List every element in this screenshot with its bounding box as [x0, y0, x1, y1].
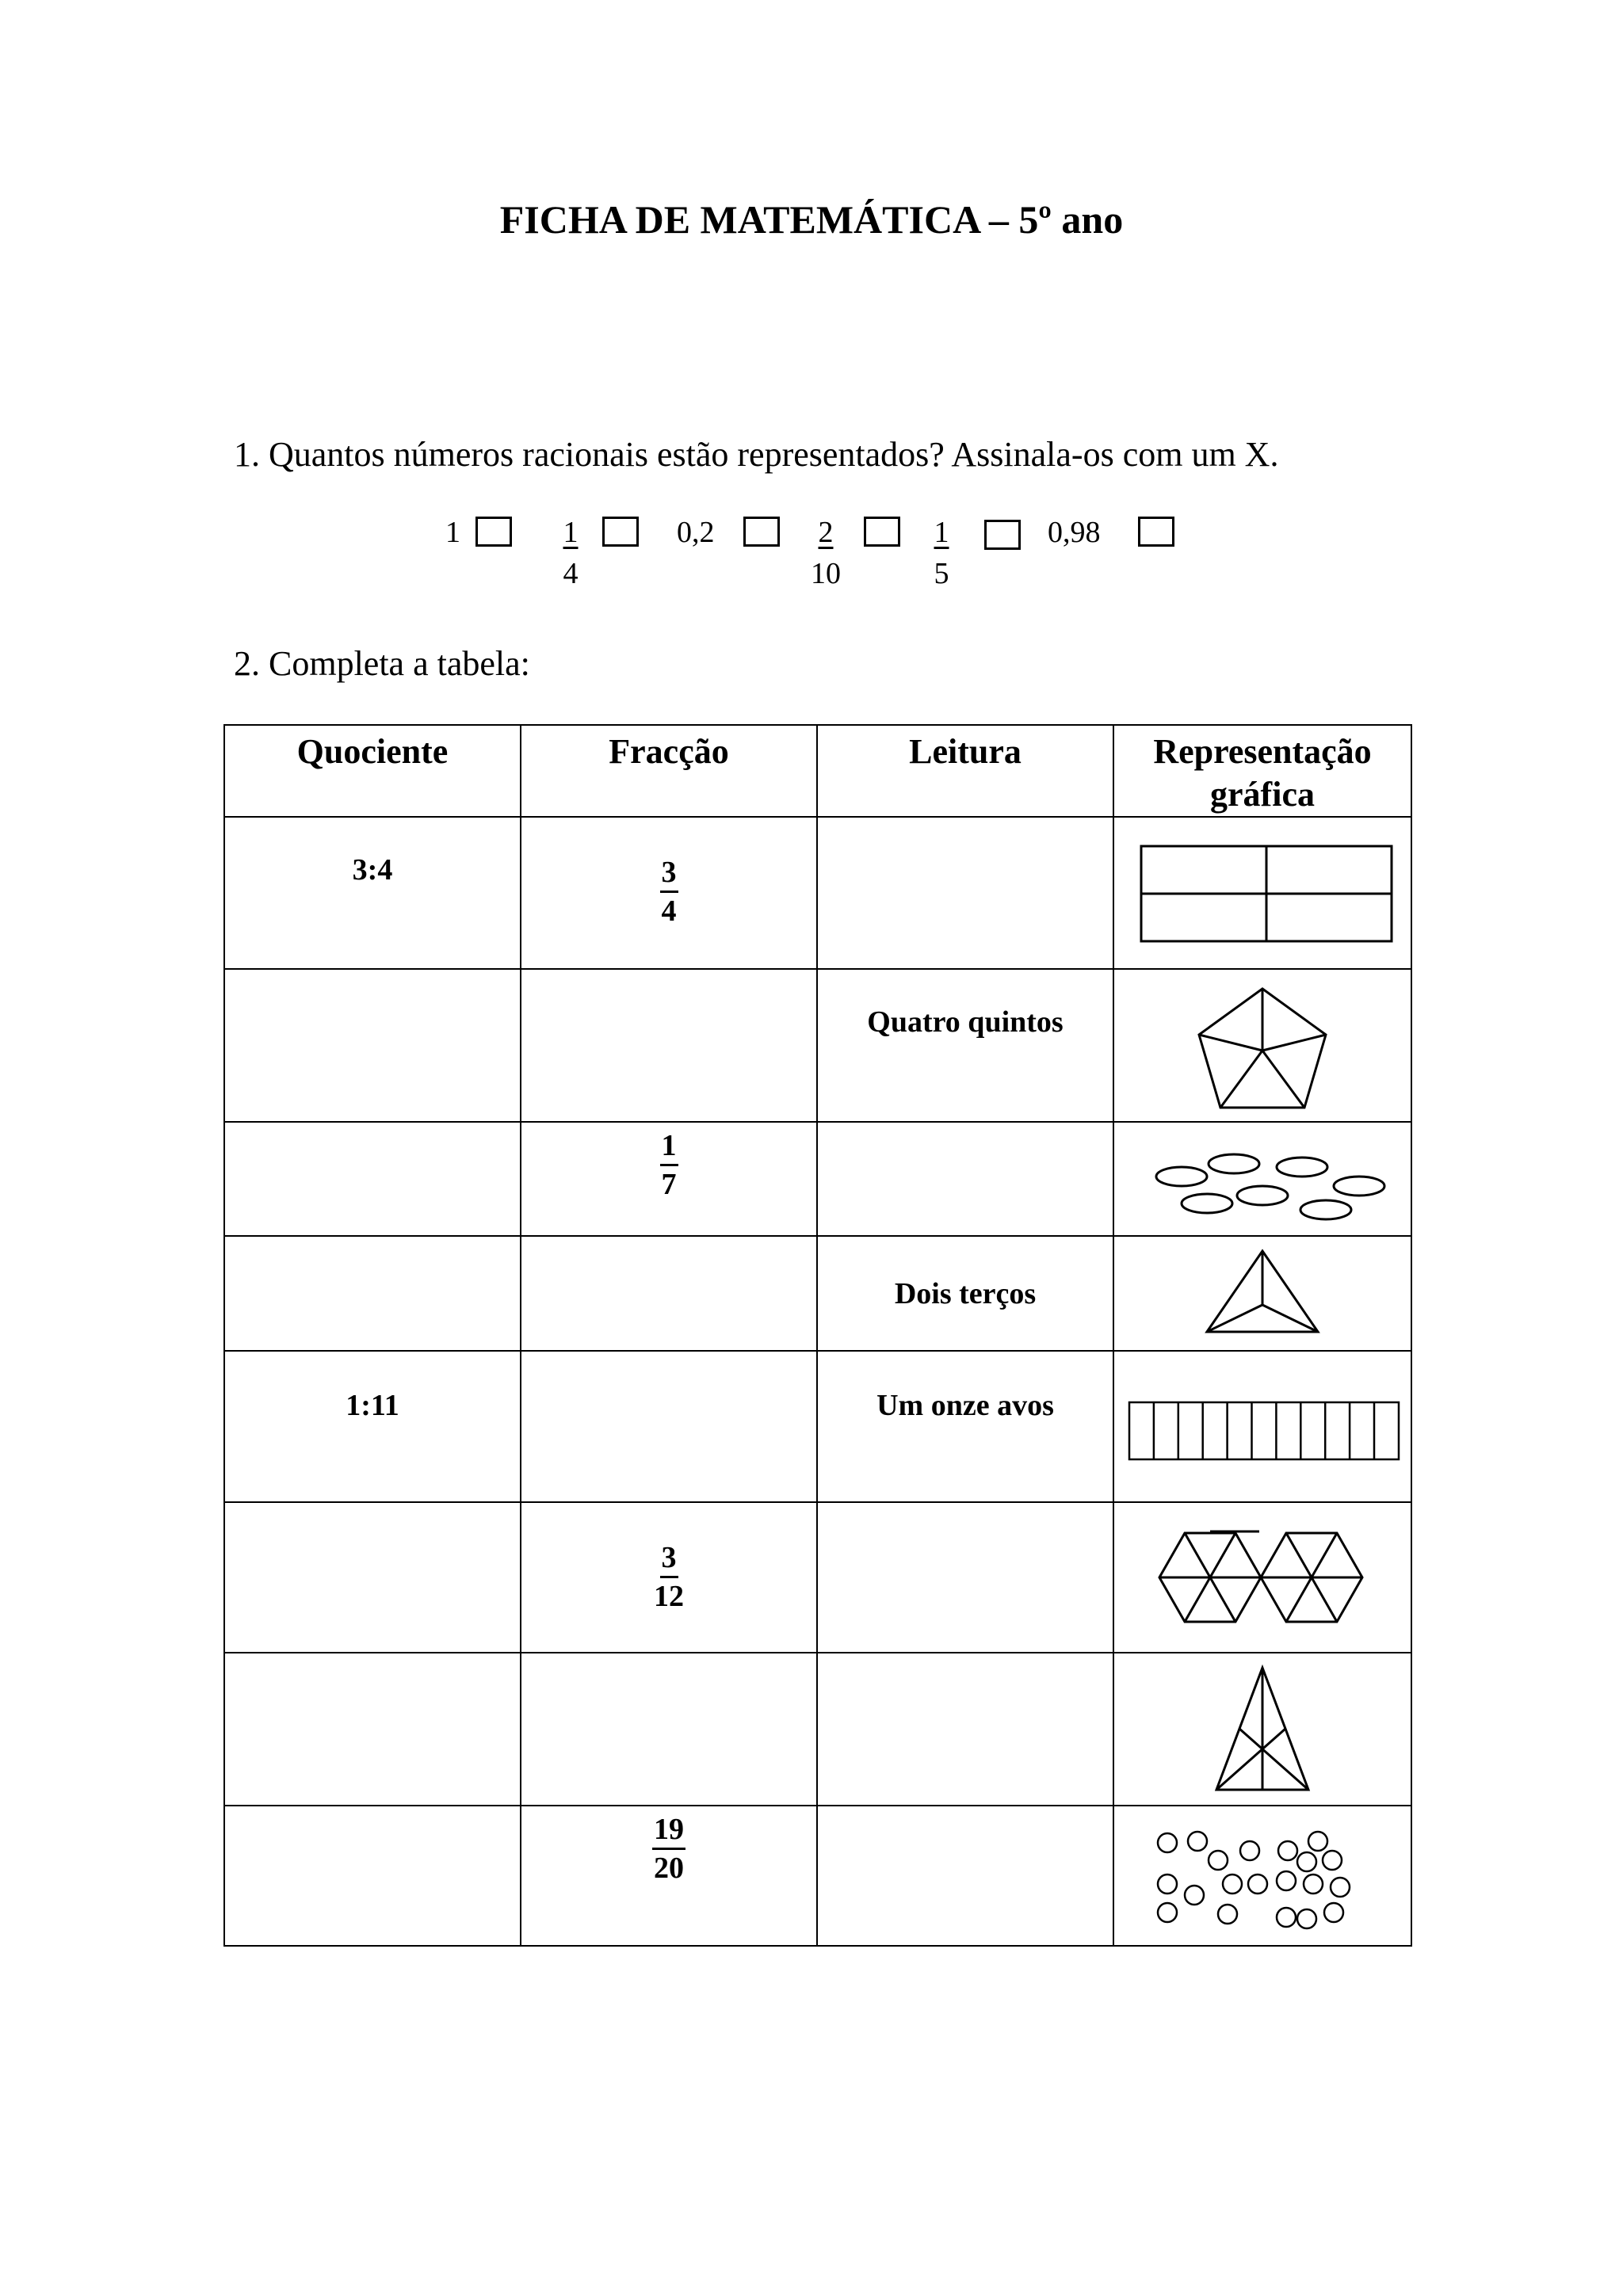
header-leitura: Leitura: [817, 725, 1113, 817]
fraction-cell[interactable]: 19 20: [521, 1806, 817, 1946]
fraction-cell[interactable]: 1 7: [521, 1122, 817, 1236]
option-1-value: 1: [445, 516, 460, 549]
table-row: [224, 969, 1411, 1122]
graphic-cell: [1113, 1806, 1411, 1946]
graphic-cell: [1113, 1351, 1411, 1502]
leitura-cell[interactable]: Dois terços: [817, 1236, 1113, 1351]
rectangle-4-parts-graphic: [1132, 838, 1393, 949]
question-2-text: 2. Completa a tabela:: [234, 644, 530, 683]
option-1-checkbox[interactable]: [475, 517, 512, 547]
option-3-value: 0,2: [677, 516, 715, 549]
quociente-cell[interactable]: [224, 1806, 521, 1946]
fraction-cell[interactable]: [521, 1351, 817, 1502]
triangle-3-parts-graphic: [1199, 1243, 1326, 1346]
leitura-cell[interactable]: Quatro quintos: [817, 969, 1113, 1122]
quociente-cell[interactable]: [224, 1653, 521, 1806]
two-hexagons-12-parts-graphic: [1155, 1527, 1369, 1630]
quociente-cell[interactable]: [224, 1122, 521, 1236]
page-title: FICHA DE MATEMÁTICA – 5º ano: [499, 197, 1124, 242]
graphic-cell: [1113, 1502, 1411, 1653]
table-row: [224, 1806, 1411, 1946]
fraction-cell[interactable]: 3 12: [521, 1502, 817, 1653]
pentagon-5-parts-graphic: [1187, 981, 1338, 1116]
leitura-cell[interactable]: [817, 1502, 1113, 1653]
table-row: [224, 1502, 1411, 1653]
leitura-cell[interactable]: [817, 817, 1113, 969]
ovals-7-graphic: [1136, 1135, 1389, 1222]
header-representacao: Representação gráfica: [1113, 725, 1411, 817]
header-quociente: Quociente: [224, 725, 521, 817]
table-row: [224, 1122, 1411, 1236]
leitura-cell[interactable]: [817, 1122, 1113, 1236]
option-4-checkbox[interactable]: [864, 517, 900, 547]
option-6-checkbox[interactable]: [1138, 517, 1174, 547]
fraction-cell[interactable]: [521, 1653, 817, 1806]
option-5-checkbox[interactable]: [984, 520, 1021, 550]
header-fraccao: Fracção: [521, 725, 817, 817]
triangle-6-parts-graphic: [1207, 1658, 1318, 1801]
question-1-text: 1. Quantos números racionais estão representados? Assinala-os com um X.: [234, 435, 1279, 474]
option-3-checkbox[interactable]: [743, 517, 780, 547]
option-4-fraction: $\frac{2}{10}$: [811, 516, 841, 590]
table-header-row: [224, 725, 1411, 817]
quociente-cell[interactable]: [224, 1236, 521, 1351]
quociente-cell[interactable]: [224, 1502, 521, 1653]
circles-20-graphic: [1136, 1816, 1389, 1935]
graphic-cell: [1113, 1653, 1411, 1806]
table-row: [224, 1351, 1411, 1502]
quociente-cell[interactable]: [224, 969, 521, 1122]
graphic-cell: [1113, 969, 1411, 1122]
bar-11-parts-graphic: [1120, 1396, 1405, 1467]
leitura-cell[interactable]: [817, 1806, 1113, 1946]
fraction-cell[interactable]: [521, 969, 817, 1122]
option-5-fraction: $\frac{1}{5}$: [934, 516, 949, 590]
option-2-checkbox[interactable]: [602, 517, 639, 547]
fraction-cell[interactable]: [521, 1236, 817, 1351]
graphic-cell: [1113, 1122, 1411, 1236]
quociente-cell[interactable]: 1:11: [224, 1351, 521, 1502]
option-2-fraction: $\frac{1}{4}$: [563, 516, 579, 590]
graphic-cell: [1113, 817, 1411, 969]
table-row: [224, 1653, 1411, 1806]
graphic-cell: [1113, 1236, 1411, 1351]
quociente-cell[interactable]: 3:4: [224, 817, 521, 969]
table-row: [224, 817, 1411, 969]
fractions-table: [223, 724, 1412, 1947]
table-row: [224, 1236, 1411, 1351]
fraction-cell[interactable]: 3 4: [521, 817, 817, 969]
leitura-cell[interactable]: [817, 1653, 1113, 1806]
leitura-cell[interactable]: Um onze avos: [817, 1351, 1113, 1502]
option-6-value: 0,98: [1048, 516, 1101, 549]
